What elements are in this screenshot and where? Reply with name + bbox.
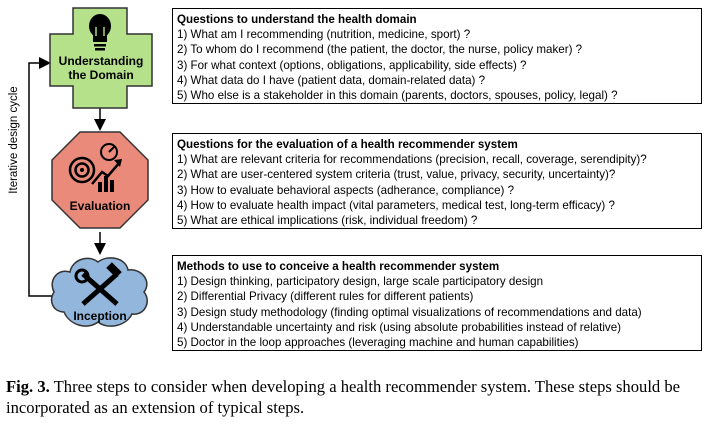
cycle-label: Iterative design cycle: [8, 86, 20, 194]
list-item: 4) What data do I have (patient data, domain-related data) ?: [177, 73, 486, 87]
evaluation-label: Evaluation: [69, 199, 131, 213]
list-item: 3) For what context (options, obligations, applicability, side effects) ?: [177, 58, 527, 72]
inception-label: Inception: [73, 309, 127, 323]
list-item: 1) Design thinking, participatory design, large scale participatory design: [177, 275, 544, 289]
caption-text: Three steps to consider when developing a health recommender system. These steps should be incorporated as an extension of typical steps.: [6, 377, 681, 417]
list-item: 4) Understandable uncertainty and risk (using absolute probabilities instead of relative): [177, 320, 622, 334]
figure-caption: [6, 376, 718, 418]
inception-methods-box: [172, 255, 702, 351]
evaluation-octagon-shape: [52, 132, 148, 228]
list-item: 5) Who else is a stakeholder in this domain (parents, doctors, spouses, policy, legal) ?: [177, 89, 618, 103]
list-item: 1) What are relevant criteria for recommendations (precision, recall, coverage, serendipity)?: [177, 153, 647, 167]
domain-questions-box: [172, 8, 702, 104]
list-item: 3) Design study methodology (finding optimal visualizations of recommendations and data): [177, 305, 642, 319]
list-item: 2) Differential Privacy (different rules for different patients): [177, 290, 474, 304]
box-title: Questions for the evaluation of a health recommender system: [177, 138, 518, 151]
list-item: 5) Doctor in the loop approaches (leveraging machine and human capabilities): [177, 336, 579, 350]
box-title: Questions to understand the health domain: [177, 13, 417, 26]
list-item: 2) What are user-centered system criteria (trust, value, privacy, security, uncertainty)?: [177, 168, 616, 182]
understanding-label-line1: Understanding: [58, 54, 144, 68]
list-item: 5) What are ethical implications (risk, individual freedom) ?: [177, 214, 478, 228]
evaluation-questions-box: [172, 133, 702, 229]
box-title: Methods to use to conceive a health recommender system: [177, 260, 500, 273]
list-item: 3) How to evaluate behavioral aspects (adherance, compliance) ?: [177, 183, 515, 197]
understanding-label-line2: the Domain: [68, 68, 134, 82]
list-item: 4) How to evaluate health impact (vital parameters, medical test, long-term efficacy) ?: [177, 198, 615, 212]
list-item: 2) To whom do I recommend (the patient, the doctor, the nurse, policy maker) ?: [177, 43, 583, 57]
list-item: 1) What am I recommending (nutrition, medicine, sport) ?: [177, 28, 471, 42]
caption-label: Fig. 3.: [6, 377, 50, 396]
understanding-label: [50, 54, 152, 82]
